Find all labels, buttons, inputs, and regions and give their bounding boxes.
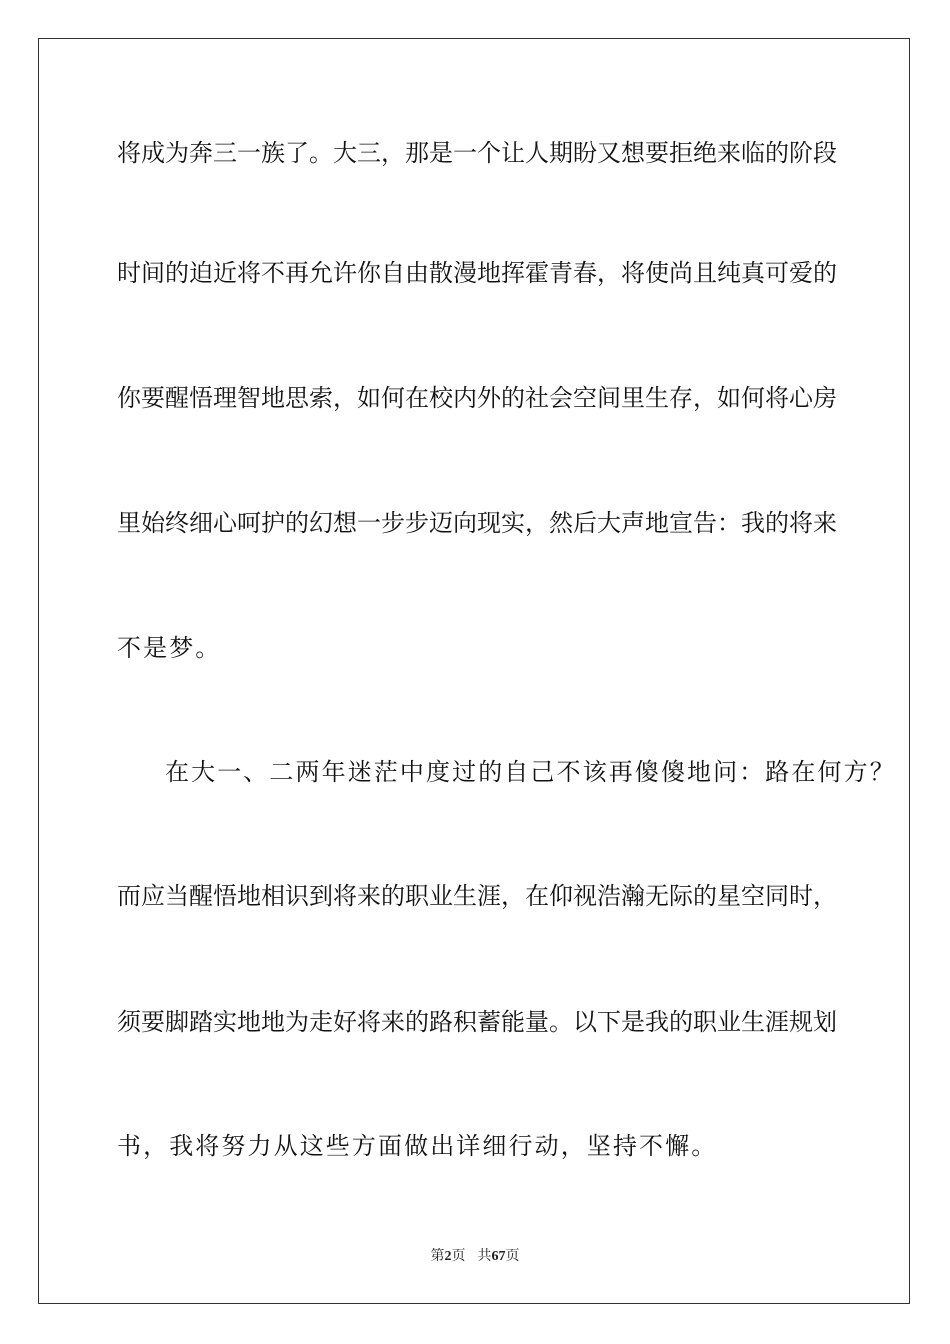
total-suffix: 页 bbox=[505, 1248, 520, 1264]
total-pages: 67 bbox=[491, 1249, 506, 1264]
page-number: 2 bbox=[444, 1249, 452, 1264]
text-line-5: 不是梦。 bbox=[117, 634, 222, 662]
text-line-8: 须要脚踏实地地为走好将来的路积蓄能量。以下是我的职业生涯规划 bbox=[117, 1008, 837, 1036]
text-line-4: 里始终细心呵护的幻想一步步迈向现实，然后大声地宣告：我的将来 bbox=[117, 509, 837, 537]
total-prefix: 共 bbox=[477, 1248, 492, 1264]
text-line-9: 书，我将努力从这些方面做出详细行动，坚持不懈。 bbox=[117, 1132, 718, 1160]
text-line-3: 你要醒悟理智地思索，如何在校内外的社会空间里生存，如何将心房 bbox=[117, 384, 837, 412]
text-line-1: 将成为奔三一族了。大三，那是一个让人期盼又想要拒绝来临的阶段 bbox=[117, 139, 837, 167]
text-line-7: 而应当醒悟地相识到将来的职业生涯，在仰视浩瀚无际的星空同时， bbox=[117, 882, 837, 910]
page-suffix: 页 bbox=[451, 1248, 466, 1264]
page-footer bbox=[0, 1247, 950, 1266]
page-prefix: 第 bbox=[430, 1248, 445, 1264]
text-line-2: 时间的迫近将不再允许你自由散漫地挥霍青春，将使尚且纯真可爱的 bbox=[117, 259, 837, 287]
paragraph-start-line: 在大一、二两年迷茫中度过的自己不该再傻傻地问：路在何方？ bbox=[165, 758, 896, 786]
page-frame bbox=[38, 38, 910, 1304]
